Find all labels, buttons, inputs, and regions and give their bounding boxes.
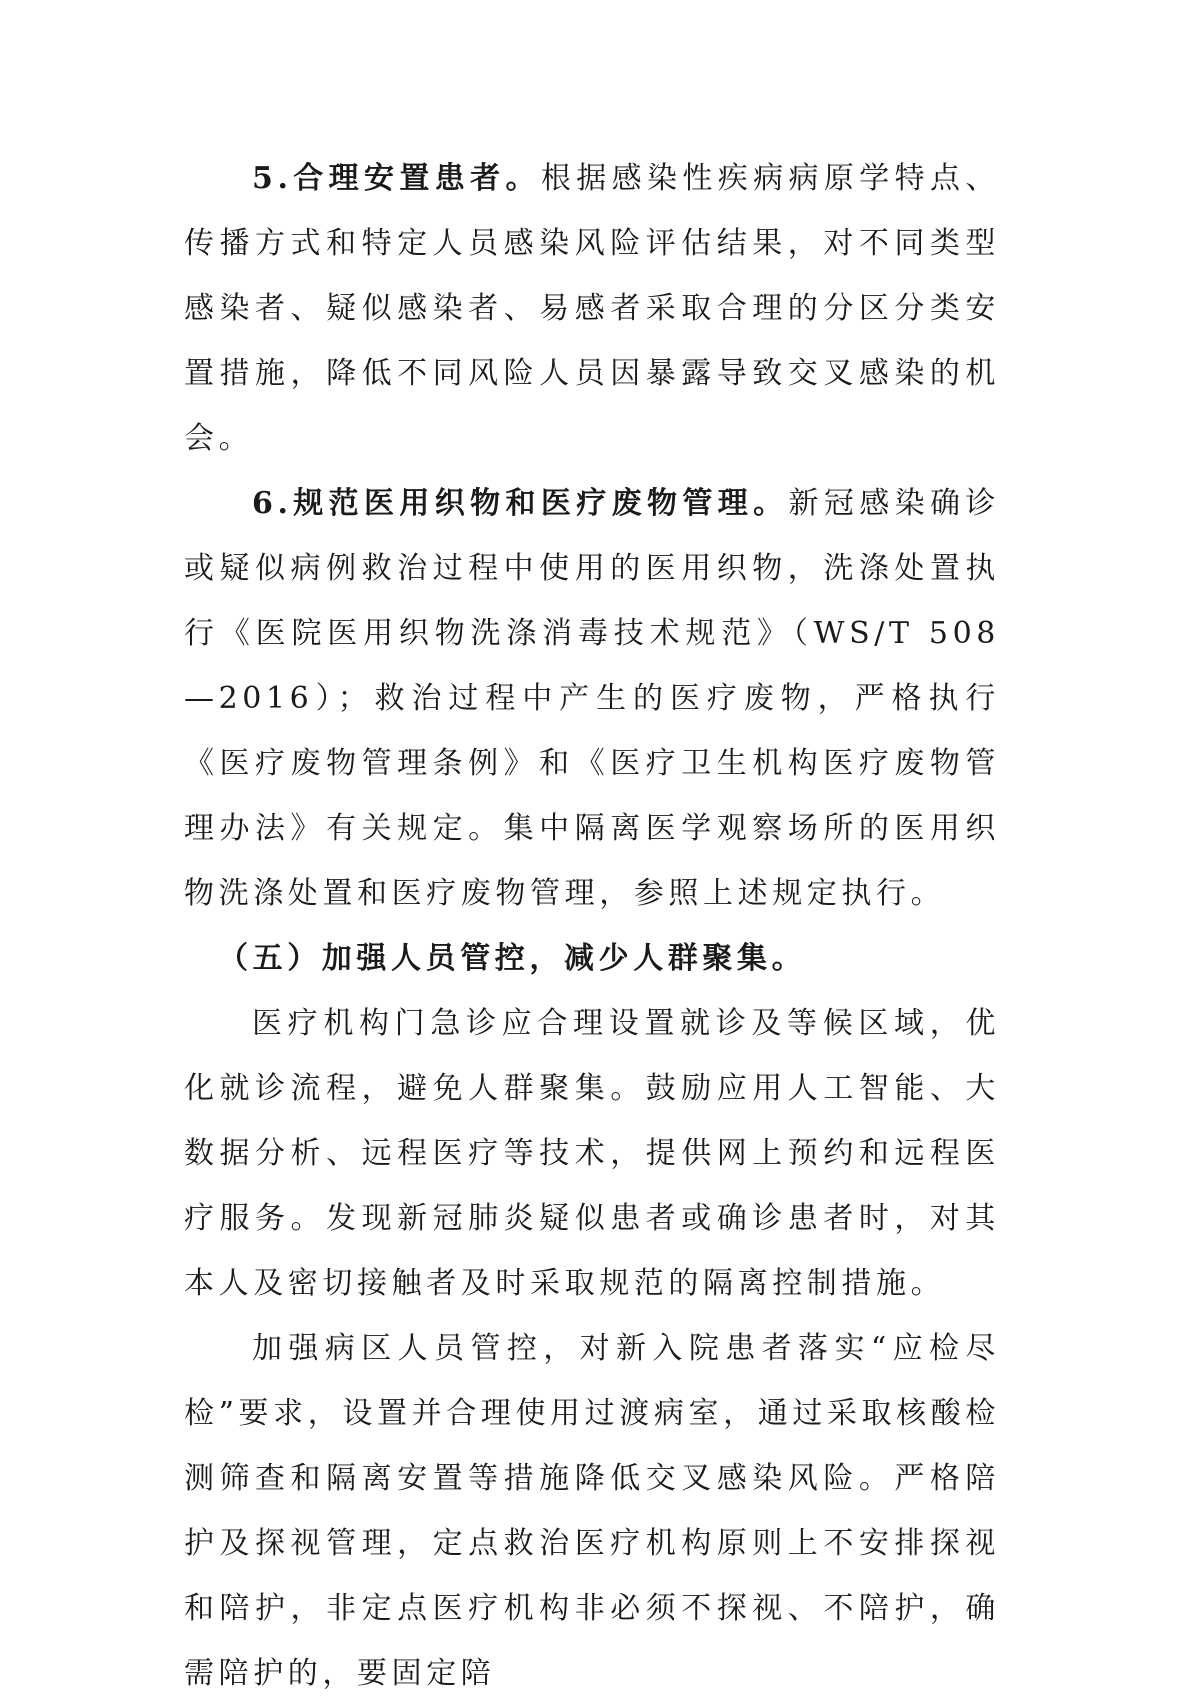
document-body (184, 146, 1000, 1706)
paragraph-6-text: 新冠感染确诊或疑似病例救治过程中使用的医用织物，洗涤处置执行《医院医用织物洗涤消毒技术规范》（WS/T 508—2016）；救治过程中产生的医疗废物，严格执行《医疗废物管理条例》和《医疗卫生机构医疗废物管理办法》有关规定。集中隔离医学观察场所的医用织物洗涤处置和医疗废物管理，参照上述规定执行。 (184, 486, 1000, 911)
paragraph-6 (184, 471, 1000, 926)
body-paragraph-2: 加强病区人员管控，对新入院患者落实“应检尽检”要求，设置并合理使用过渡病室，通过采取核酸检测筛查和隔离安置等措施降低交叉感染风险。严格陪护及探视管理，定点救治医疗机构原则上不安排探视和陪护，非定点医疗机构非必须不探视、不陪护，确需陪护的，要固定陪 (184, 1331, 1000, 1691)
body-paragraph-1: 医疗机构门急诊应合理设置就诊及等候区域，优化就诊流程，避免人群聚集。鼓励应用人工智能、大数据分析、远程医疗等技术，提供网上预约和远程医疗服务。发现新冠肺炎疑似患者或确诊患者时，对其本人及密切接触者及时采取规范的隔离控制措施。 (184, 1006, 1000, 1301)
paragraph-5 (184, 146, 1000, 471)
paragraph-5-text: 根据感染性疾病病原学特点、传播方式和特定人员感染风险评估结果，对不同类型感染者、疑似感染者、易感者采取合理的分区分类安置措施，降低不同风险人员因暴露导致交叉感染的机会。 (184, 161, 1000, 456)
paragraph-5-lead: 5.合理安置患者。 (252, 161, 541, 196)
section-heading: （五）加强人员管控，减少人群聚集。 (218, 941, 807, 976)
paragraph-6-lead: 6.规范医用织物和医疗废物管理。 (252, 486, 789, 521)
